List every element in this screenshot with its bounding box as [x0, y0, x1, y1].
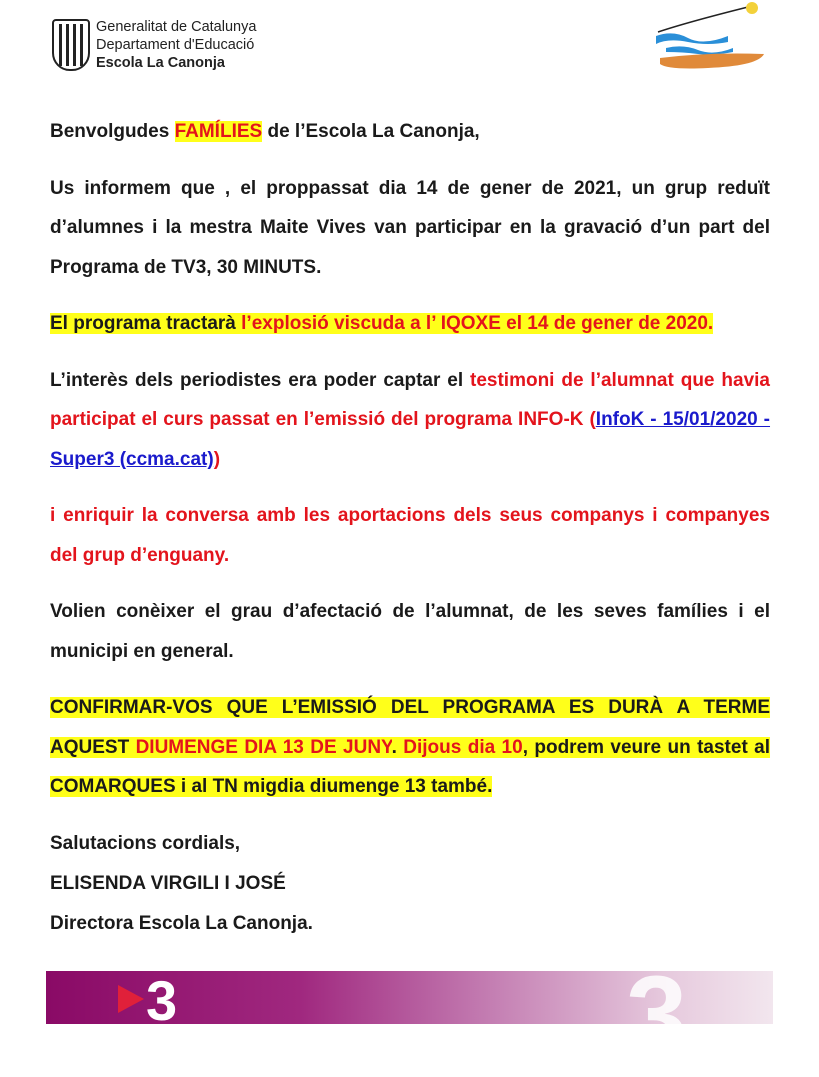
- text: Benvolgudes: [50, 121, 175, 142]
- text: de l’Escola La Canonja,: [262, 121, 480, 142]
- paragraph-recording: Us informem que , el proppassat dia 14 de gener de 2021, un grup reduït d’alumnes i la mestra Maite Vives van participar en la gravació d’un part del Programa de TV3, 30 MINUTS.: [50, 177, 770, 278]
- text: .: [391, 736, 404, 758]
- text: El programa tractarà: [50, 313, 242, 334]
- signer-name: ELISENDA VIRGILI I JOSÉ: [50, 872, 286, 894]
- signer-role: Directora Escola La Canonja.: [50, 912, 313, 934]
- tv3-watermark: 3: [626, 954, 688, 1077]
- text: , podrem veure un tastet al COMARQUES i al TN migdia diumenge 13 també.: [50, 736, 771, 797]
- paragraph-topic: [50, 304, 770, 344]
- paragraph-broadcast: [50, 688, 770, 807]
- paragraph-enrich: i enriquir la conversa amb les aportacions dels seus companys i companyes del grup d’enguany.: [50, 505, 770, 566]
- header-line-school: Escola La Canonja: [96, 55, 225, 71]
- signature: [50, 824, 770, 944]
- salutation: [50, 112, 770, 152]
- preview-date: Dijous dia 10: [403, 736, 523, 758]
- school-header: [52, 18, 256, 72]
- header-line-department: Departament d'Educació: [96, 37, 255, 53]
- text: CONFIRMAR-VOS QUE L’EMISSIÓ DEL PROGRAMA ES DURÀ A TERME AQUEST: [50, 697, 770, 758]
- greeting: Salutacions cordials,: [50, 832, 241, 854]
- tv3-play-icon: [118, 985, 144, 1013]
- text: L’interès dels periodistes era poder captar el: [50, 369, 470, 391]
- generalitat-shield-icon: [52, 19, 90, 71]
- infok-link[interactable]: InfoK - 15/01/2020 - Super3 (ccma.cat): [50, 409, 771, 470]
- school-logo-icon: [648, 2, 768, 72]
- testimony-text: testimoni de l’alumnat que havia participat el curs passat en l’emissió del programa INFO-K (: [50, 369, 770, 430]
- text: ): [213, 448, 221, 470]
- paragraph-interest: [50, 361, 770, 480]
- broadcast-date: DIUMENGE DIA 13 DE JUNY: [135, 736, 392, 758]
- header-line-generalitat: Generalitat de Catalunya: [96, 19, 257, 35]
- families-highlight: FAMÍLIES: [174, 121, 263, 142]
- tv3-logo: 3: [146, 969, 178, 1032]
- paragraph-impact: Volien conèixer el grau d’afectació de l’alumnat, de les seves famílies i el municipi en general.: [50, 601, 770, 662]
- topic-highlight: l’explosió viscuda a l’ IQOXE el 14 de gener de 2020.: [241, 313, 714, 334]
- letter-body: [50, 112, 770, 944]
- tv3-banner: [46, 954, 773, 1077]
